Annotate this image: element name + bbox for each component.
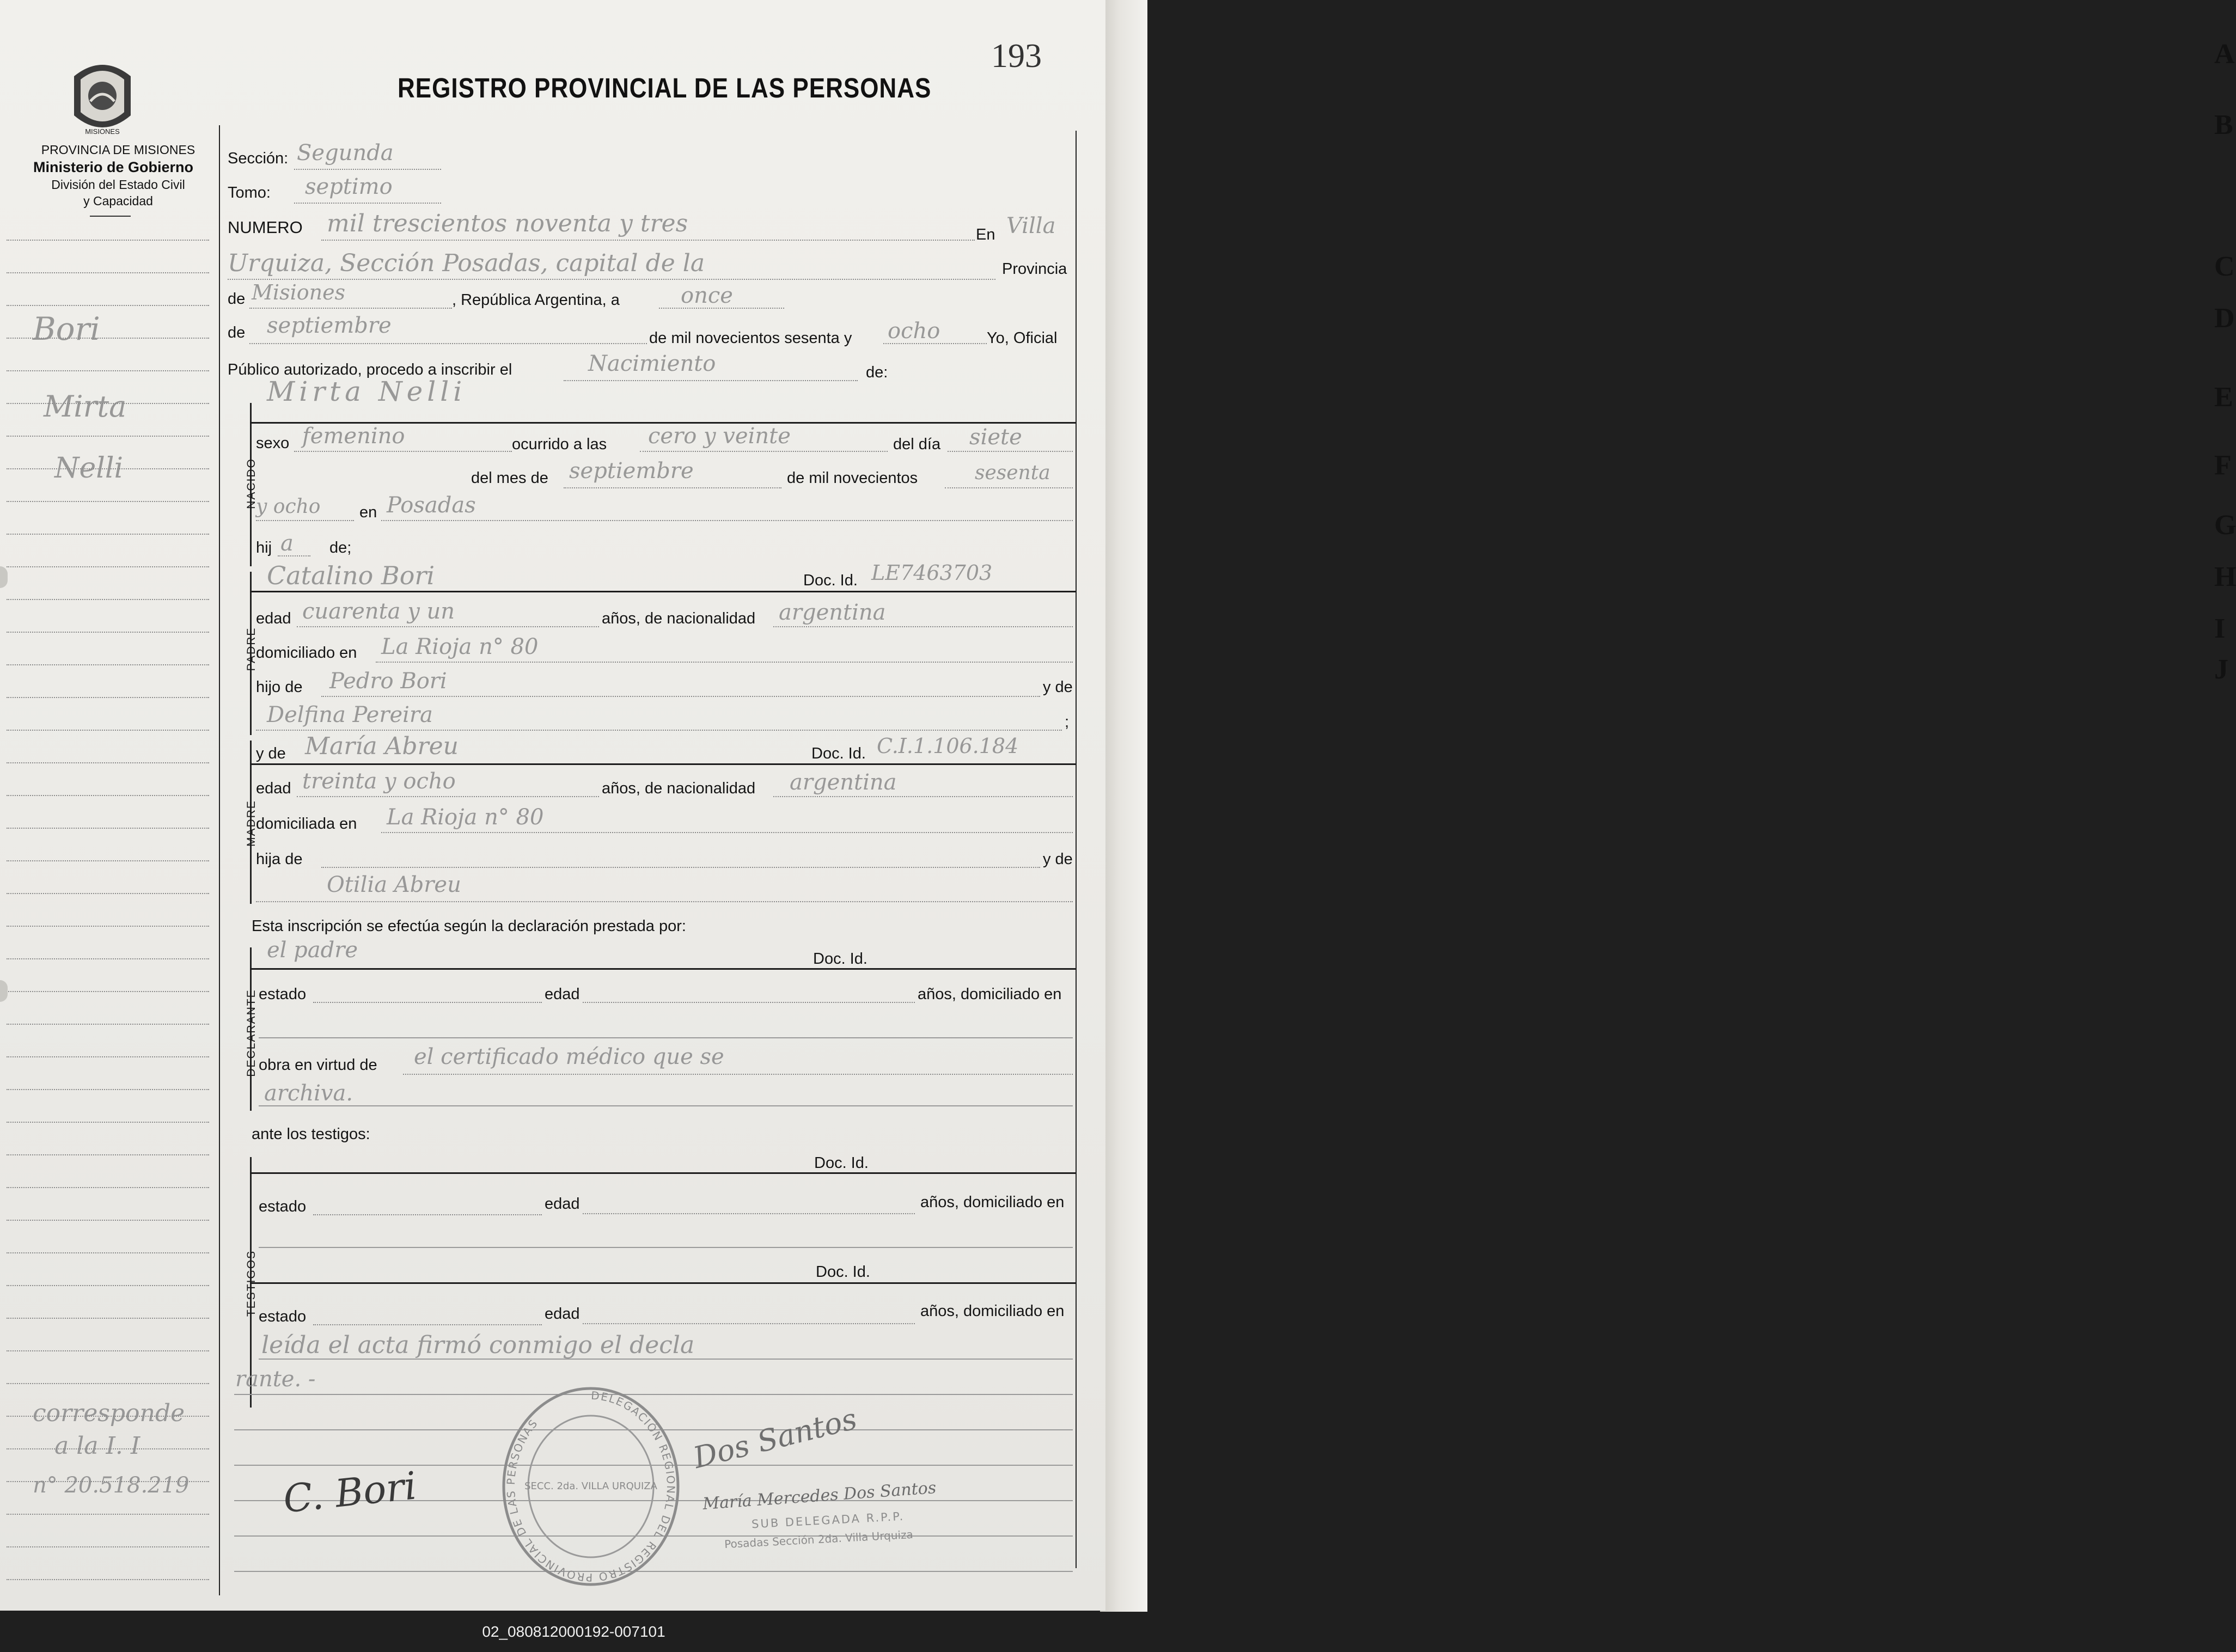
margin-note-2: a la I. I [54, 1432, 140, 1460]
official-signature: Dos Santos [689, 1401, 860, 1476]
binder-strip [1100, 0, 2236, 1612]
testigo2-edad-label: edad [545, 1305, 580, 1323]
mes-value[interactable]: septiembre [569, 458, 694, 484]
dia-value[interactable]: siete [969, 425, 1022, 450]
padre-anios-label: años, de nacionalidad [602, 610, 756, 627]
register-sheet [0, 0, 1105, 1611]
padre-madre-de-value[interactable]: Delfina Pereira [267, 702, 433, 727]
index-tab-b[interactable]: B [2214, 109, 2233, 140]
testigos-intro: ante los testigos: [252, 1125, 370, 1143]
testigo1-doc-label: Doc. Id. [814, 1154, 869, 1172]
de2-label: de [228, 324, 246, 341]
padre-nac-value[interactable]: argentina [779, 600, 886, 625]
publico-label: Público autorizado, procedo a inscribir el [228, 361, 512, 378]
org-divider [90, 216, 131, 217]
month-value[interactable]: septiembre [267, 313, 392, 338]
padre-edad-label: edad [256, 610, 291, 627]
testigo1-estado-label: estado [259, 1198, 307, 1215]
mil-label: de mil novecientos [787, 469, 918, 487]
index-tab-f[interactable]: F [2214, 450, 2232, 481]
place-line [228, 279, 995, 280]
stamp-text: DELEGACIÓN REGIONAL DEL REGISTRO PROVINCIAL DE LAS PERSONAS [504, 1388, 678, 1584]
provincial-seal-icon [66, 54, 138, 142]
index-tab-c[interactable]: C [2214, 251, 2235, 282]
org-line-2: Ministerio de Gobierno [33, 159, 194, 175]
padre-edad-value[interactable]: cuarenta y un [302, 599, 455, 624]
org-line-1: PROVINCIA DE MISIONES [41, 143, 196, 157]
provincia-label: Provincia [1002, 260, 1067, 278]
seal-caption: MISIONES [85, 127, 120, 136]
acto-line [564, 380, 858, 381]
official-office: Posadas Sección 2da. Villa Urquiza [724, 1527, 914, 1551]
republica-label: , República Argentina, a [452, 291, 620, 309]
madre-doc-value[interactable]: C.I.1.106.184 [877, 734, 1019, 758]
margin-divider [219, 125, 220, 1595]
margin-note-3: n° 20.518.219 [33, 1473, 190, 1498]
madre-anios-label: años, de nacionalidad [602, 780, 756, 797]
hora-value[interactable]: cero y veinte [648, 424, 791, 449]
madre-nombre-value[interactable]: María Abreu [305, 732, 459, 760]
madre-yde-label: y de [256, 745, 286, 762]
de-label: de [228, 290, 246, 308]
official-title: SUB DELEGADA R.P.P. [751, 1509, 905, 1531]
testigo2-estado-label: estado [259, 1308, 307, 1325]
declaracion-intro: Esta inscripción se efectúa según la declaración prestada por: [252, 917, 686, 935]
anio-value-2[interactable]: y ocho [256, 495, 321, 518]
madre-side-label: MADRE [245, 800, 258, 847]
form-right-border [1076, 131, 1077, 1568]
stamp-sub-text: SECC. 2da. VILLA URQUIZA [524, 1480, 657, 1492]
numero-label: NUMERO [228, 218, 303, 237]
official-stamp-icon [493, 1378, 689, 1595]
declarante-anios-label: años, domiciliado en [918, 986, 1062, 1003]
org-line-4: y Capacidad [83, 194, 153, 208]
month-line [249, 343, 647, 344]
padre-doc-value[interactable]: LE7463703 [871, 561, 993, 585]
closing-value-2[interactable]: rante. - [235, 1367, 316, 1392]
madre-yde2-label: y de [1043, 851, 1073, 868]
testigo1-anios-label: años, domiciliado en [920, 1194, 1065, 1211]
nacido-en-label: en [359, 504, 377, 521]
declarante-edad-label: edad [545, 986, 580, 1003]
padre-nombre-value[interactable]: Catalino Bori [267, 561, 435, 590]
year-label: de mil novecientos sesenta y [649, 329, 852, 347]
year-value[interactable]: ocho [888, 319, 940, 344]
de3-label: de: [866, 364, 888, 381]
provincia-value[interactable]: Misiones [252, 280, 346, 304]
declarant-signature: C. Bori [281, 1463, 419, 1522]
index-tab-h[interactable]: H [2214, 561, 2236, 592]
hij-value[interactable]: a [280, 531, 294, 556]
madre-nac-value[interactable]: argentina [790, 770, 897, 795]
seccion-line [294, 169, 441, 170]
acto-value[interactable]: Nacimiento [588, 351, 716, 376]
provincia-line [249, 308, 452, 309]
declarante-obra-value[interactable]: el certificado médico que se [414, 1044, 724, 1069]
margin-first-name: Mirta [44, 389, 127, 424]
index-tab-d[interactable]: D [2214, 303, 2235, 334]
nacido-name-value[interactable]: Mirta Nelli [267, 376, 467, 407]
org-line-3: División del Estado Civil [51, 178, 185, 192]
madre-hija-label: hija de [256, 851, 303, 868]
oficial-label: Yo, Oficial [987, 329, 1058, 347]
en-value[interactable]: Villa [1006, 213, 1056, 238]
declarante-side-label: DECLARANTE [245, 989, 258, 1077]
image-id-footer: 02_080812000192-007101 [0, 1612, 1147, 1652]
madre-doc-label: Doc. Id. [811, 745, 866, 762]
margin-note-1: corresponde [33, 1399, 185, 1427]
nacido-side-label: NACIDO [245, 458, 258, 509]
numero-value[interactable]: mil trescientos noventa y tres [327, 210, 688, 237]
binding-hole-1 [0, 566, 8, 588]
padre-side-label: PADRE [245, 627, 258, 671]
testigo2-doc-label: Doc. Id. [816, 1263, 870, 1281]
page-number: 193 [991, 38, 1042, 75]
padre-padre-de-value[interactable]: Pedro Bori [329, 669, 447, 694]
binding-hole-2 [0, 980, 8, 1002]
ocurrido-label: ocurrido a las [512, 436, 607, 453]
declarante-doc-label: Doc. Id. [813, 950, 867, 968]
seccion-value[interactable]: Segunda [297, 140, 394, 166]
testigo2-anios-label: años, domiciliado en [920, 1302, 1065, 1320]
madre-madre-de-value[interactable]: Otilia Abreu [327, 872, 461, 897]
closing-value[interactable]: leída el acta firmó conmigo el decla [261, 1331, 695, 1359]
day-value[interactable]: once [681, 283, 733, 308]
padre-dom-value[interactable]: La Rioja n° 80 [381, 634, 539, 659]
sexo-label: sexo [256, 435, 290, 452]
padre-yde-label: y de [1043, 678, 1073, 696]
margin-second-name: Nelli [54, 452, 124, 485]
del-dia-label: del día [893, 436, 941, 453]
declarante-obra-value-2[interactable]: archiva. [264, 1081, 353, 1106]
anio-value-1[interactable]: sesenta [975, 462, 1050, 484]
declarante-estado-label: estado [259, 986, 307, 1003]
madre-dom-value[interactable]: La Rioja n° 80 [387, 805, 544, 830]
seccion-label: Sección: [228, 150, 289, 167]
padre-semicolon: ; [1065, 713, 1070, 731]
index-tab-g[interactable]: G [2214, 510, 2236, 541]
official-name: María Mercedes Dos Santos [702, 1478, 937, 1514]
testigos-side-label: TESTIGOS [245, 1250, 258, 1317]
declarante-nombre-value[interactable]: el padre [267, 938, 358, 963]
sexo-value[interactable]: femenino [302, 424, 405, 449]
lugar-value[interactable]: Posadas [387, 493, 476, 518]
index-tab-i[interactable]: I [2214, 613, 2226, 644]
tomo-label: Tomo: [228, 184, 271, 201]
padre-dom-label: domiciliado en [256, 644, 357, 662]
madre-edad-value[interactable]: treinta y ocho [302, 769, 456, 794]
madre-edad-label: edad [256, 780, 291, 797]
index-tab-j[interactable]: J [2214, 654, 2228, 685]
testigo1-edad-label: edad [545, 1195, 580, 1213]
en-label: En [976, 226, 995, 243]
hij-label: hij [256, 539, 272, 556]
place-value[interactable]: Urquiza, Sección Posadas, capital de la [228, 249, 705, 277]
declarante-obra-label: obra en virtud de [259, 1056, 377, 1074]
madre-dom-label: domiciliada en [256, 815, 357, 833]
margin-surname: Bori [33, 310, 100, 347]
page-title: REGISTRO PROVINCIAL DE LAS PERSONAS [398, 73, 932, 104]
index-tab-a[interactable]: A [2214, 39, 2235, 70]
mes-label: del mes de [471, 469, 548, 487]
index-tab-e[interactable]: E [2214, 382, 2233, 413]
numero-line [321, 240, 975, 241]
tomo-value[interactable]: septimo [305, 174, 393, 199]
hij-de-label: de; [329, 539, 352, 556]
tomo-line [294, 203, 441, 204]
padre-hijo-label: hijo de [256, 678, 303, 696]
padre-doc-label: Doc. Id. [803, 572, 858, 589]
